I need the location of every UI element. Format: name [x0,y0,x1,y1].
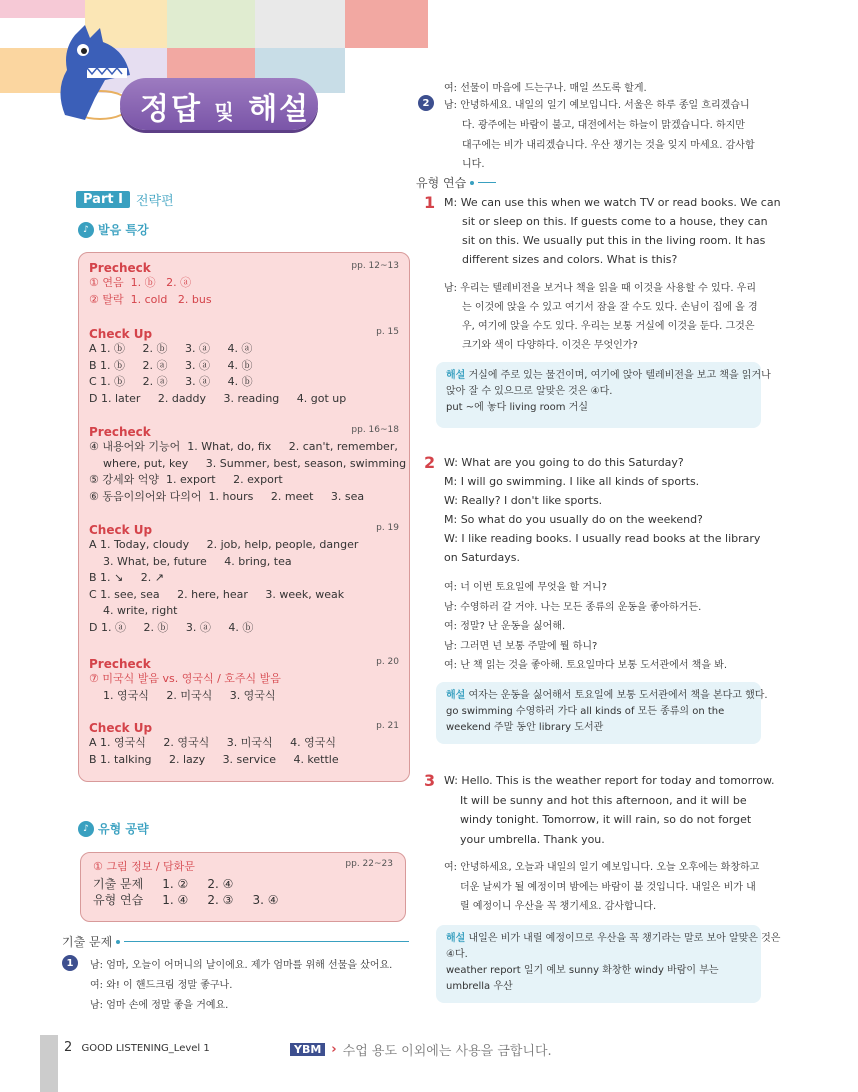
page-number: 2 [64,1040,73,1055]
dialog-line: your umbrella. Thank you. [460,832,605,846]
dialog-line: 릴 예정이니 우산을 꼭 챙기세요. 감사합니다. [460,901,657,912]
dialog-line: 우, 여기에 앉을 수도 있다. 우리는 보통 거실에 이것을 둔다. 그것은 [462,321,755,332]
footer-bar [40,1035,58,1092]
dialog-line: 대구에는 비가 내리겠습니다. 우산 챙기는 것을 잊지 마세요. 감사합 [462,140,755,151]
answer-section [89,657,399,704]
deco-block [167,0,255,48]
answer-line: ⑤ 강세와 억양 1. export 2. export [89,473,283,486]
question-number: 3 [424,771,436,790]
answer-line: D 1. later 2. daddy 3. reading 4. got up [89,391,347,405]
subsection-label-giche: 기출 문제 [62,933,409,950]
explanation-line: put ~에 놓다 living room 거실 [446,402,588,413]
dialog-line: different sizes and colors. What is this? [462,253,678,266]
dialog-line: 남: 수영하러 갈 거야. 나는 모든 종류의 운동을 좋아하거든. [444,601,702,613]
deco-block [0,0,85,18]
dialog-line: 남: 그러면 넌 보통 주말에 뭘 하니? [444,640,598,652]
dialog-line: 다. 광주에는 바람이 불고, 대전에서는 하늘이 맑겠습니다. 하지만 [462,120,745,131]
deco-block [345,0,428,48]
dialog-line: It will be sunny and hot this afternoon, and it will be [460,793,747,807]
footer-book [64,1040,210,1055]
dialog-line: sit on this. We usually put this in the living room. It has [462,234,766,247]
subsection-label-practice: 유형 연습 [416,174,496,191]
dialog-line: 여: 안녕하세요, 오늘과 내일의 일기 예보입니다. 오늘 오후에는 화창하고 [444,862,760,873]
dialog-line: on Saturdays. [444,551,520,564]
section-title: Precheck [89,425,151,439]
page-ref: p. 21 [376,721,399,731]
page-ref: pp. 12~13 [351,261,399,271]
answer-line: B 1. ↘ 2. ↗ [89,571,164,584]
page-ref: p. 19 [376,523,399,533]
explanation-box [436,682,768,744]
dialog-line: 여: 와! 이 핸드크림 정말 좋구나. [90,980,233,991]
chevron-right-icon: › [331,1042,337,1057]
part-subtitle: 전략편 [135,194,174,209]
dialog-line: 남: 안녕하세요. 내일의 일기 예보입니다. 서울은 하루 종일 흐리겠습니 [444,100,750,111]
dialog-line: 크기와 색이 다양하다. 이것은 무엇인가? [462,340,638,351]
answer-box-pronunciation [78,252,410,782]
dialog-line: 니다. [462,159,485,170]
dialog-line: W: Hello. This is the weather report for today and tomorrow. [444,774,775,787]
explanation-line: weather report 일기 예보 sunny 화창한 windy 바람이 부는 [446,965,719,976]
section-heading-types: ♪ 유형 공략 [78,820,149,837]
answer-line: 3. What, be, future 4. bring, tea [89,554,292,568]
page-ref: pp. 22~23 [345,859,393,869]
answer-section [89,425,407,505]
explanation-line: 앉아 잘 수 있으므로 알맞은 것은 ④다. [446,386,613,397]
footer-notice [290,1040,552,1059]
explanation-line: go swimming 수영하러 가다 all kinds of 모든 종류의 on the [446,706,725,717]
dialog-line: M: I will go swimming. I like all kinds of sports. [444,475,700,488]
note-icon: ♪ [78,222,94,238]
explanation-line: 내일은 비가 내릴 예정이므로 우산을 꼭 챙기라는 말로 보아 알맞은 것은 [465,933,781,944]
dialog-line: W: What are you going to do this Saturday? [444,456,684,469]
answer-line: 유형 연습 1. ④ 2. ③ 3. ④ [93,893,279,907]
answer-line: ① 연음 1. ⓑ 2. ⓐ [89,276,192,289]
answer-line: 1. 영국식 2. 미국식 3. 영국식 [89,688,276,702]
dialog-line: 여: 너 이번 토요일에 무엇을 할 거니? [444,582,607,593]
section-heading-pronunciation: ♪ 발음 특강 [78,221,149,238]
dialog-line: 더운 날씨가 될 예정이며 밤에는 바람이 불 것입니다. 내일은 비가 내 [460,881,756,893]
answer-line: ② 탈락 1. cold 2. bus [89,292,212,306]
dialog-line: sit or sleep on this. If guests come to a house, they can [462,215,768,228]
page-ref: p. 15 [376,327,399,337]
dialog-line: M: We can use this when we watch TV or read books. We can [444,196,781,209]
answer-line: B 1. talking 2. lazy 3. service 4. kettle [89,752,339,766]
answer-section [89,327,399,407]
explanation-keyword: 해설 [446,933,466,944]
dialog-line: 남: 엄마, 오늘이 어머니의 날이에요. 제가 엄마를 위해 선물을 샀어요. [90,960,393,971]
dialog-line: M: So what do you usually do on the weekend? [444,513,703,526]
section-title: Precheck [89,657,151,671]
answer-section [89,523,399,636]
deco-block [255,0,345,48]
answer-line: A 1. 영국식 2. 영국식 3. 미국식 4. 영국식 [89,736,336,749]
dialog-line: 남: 우리는 텔레비전을 보거나 책을 읽을 때 이것을 사용할 수 있다. 우리 [444,283,756,294]
box-title: ① 그림 정보 / 담화문 [93,860,195,873]
notice-text: 수업 용도 이외에는 사용을 금합니다. [342,1044,552,1059]
explanation-line: weekend 주말 동안 library 도서관 [446,722,604,733]
answer-line: 기출 문제 1. ② 2. ④ [93,876,234,891]
answer-line: C 1. see, sea 2. here, hear 3. week, weak [89,587,345,601]
dialog-line: 남: 엄마 손에 정말 좋을 거예요. [90,1000,229,1011]
answer-line: where, put, key 3. Summer, best, season, swimming [89,456,407,470]
answer-line: A 1. Today, cloudy 2. job, help, people, danger [89,538,359,551]
answer-section [89,721,399,768]
answer-line: 4. write, right [89,604,178,617]
book-title: GOOD LISTENING_Level 1 [81,1043,210,1054]
explanation-line: umbrella 우산 [446,981,513,992]
answer-line: ⑥ 동음이의어와 다의어 1. hours 2. meet 3. sea [89,489,365,503]
section-title: Check Up [89,327,153,341]
part-tag: Part I [76,191,130,208]
answer-line: ④ 내용어와 기능어 1. What, do, fix 2. can't, remember, [89,440,398,453]
explanation-box [436,362,771,428]
explanation-keyword: 해설 [446,690,466,701]
question-number: 1 [424,193,436,212]
page-ref: p. 20 [376,657,399,667]
answer-line: ⑦ 미국식 발음 vs. 영국식 / 호주식 발음 [89,672,281,685]
question-number-badge: 2 [418,95,434,111]
explanation-line: ④다. [446,949,468,960]
dialog-line: 는 이것에 앉을 수 있고 여기서 잠을 잘 수도 있다. 손님이 집에 올 경 [462,302,758,313]
explanation-line: 거실에 주로 있는 물건이며, 여기에 앉아 텔레비전을 보고 책을 읽거나 [465,370,771,381]
explanation-line: 여자는 운동을 싫어해서 토요일에 보통 도서관에서 책을 본다고 했다. [465,690,768,701]
dialog-line: 여: 선물이 마음에 드는구나. 매일 쓰도록 할게. [444,83,647,94]
page-title: 정답 및 해설 [120,78,318,130]
answer-section [89,261,399,308]
dialog-line: W: Really? I don't like sports. [444,494,603,507]
section-title: Precheck [89,261,151,275]
answer-line: A 1. ⓑ 2. ⓑ 3. ⓐ 4. ⓐ [89,342,253,355]
answer-line: C 1. ⓑ 2. ⓐ 3. ⓐ 4. ⓑ [89,375,253,388]
dialog-line: W: I like reading books. I usually read books at the library [444,532,761,545]
page-ref: pp. 16~18 [351,425,399,435]
question-number: 2 [424,453,436,472]
answer-box-types [80,852,406,922]
dialog-line: windy tonight. Tomorrow, it will rain, so do not forget [460,813,752,826]
answer-line: B 1. ⓑ 2. ⓐ 3. ⓐ 4. ⓑ [89,358,253,372]
answer-line: D 1. ⓐ 2. ⓑ 3. ⓐ 4. ⓑ [89,620,254,634]
section-title: Check Up [89,523,153,537]
section-title: Check Up [89,721,153,735]
dialog-line: 여: 난 책 읽는 것을 좋아해. 토요일마다 보통 도서관에서 책을 봐. [444,660,728,671]
note-icon: ♪ [78,821,94,837]
brand-logo: YBM [290,1043,325,1056]
question-number-badge: 1 [62,955,78,971]
explanation-keyword: 해설 [446,370,466,381]
part-heading [76,190,174,209]
dialog-line: 여: 정말? 난 운동을 싫어해. [444,621,566,632]
explanation-box [436,925,781,1003]
